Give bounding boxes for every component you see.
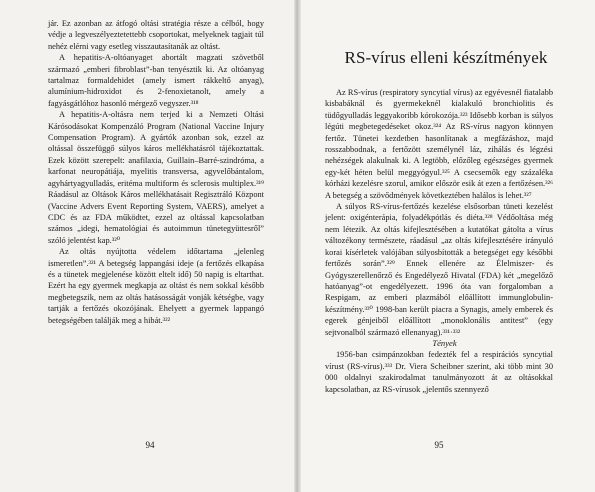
right-page-body	[325, 87, 553, 395]
section-heading: Tények	[432, 337, 457, 348]
right-paragraph: A súlyos RS-vírus-fertőzés kezelése elsősorban tüneti kezelést jelent: oxigénterápia, folyadékpótlás és diéta.³²⁸ Védőoltása még nem létezik. Az oltás kifejlesztésében a kutatókat gátolta a vírus változékony természete, ráadásul „az oltás kifejlesztésére irányuló korai kísérletek valójában súlyosbították a betegséget egy későbbi fertőzés során”.³²⁹ Ennek ellenére az Élelmiszer- és Gyógyszerellenőrző és Engedélyező Hivatal (FDA) két „megelőző hatóanyag”-ot engedélyezett. 1996 óta van forgalomban a Respigam, az emberi plazmából előállított immunglobulin-készítmény.³³⁰ 1998-ban került piacra a Synagis, amely emberek és egerek génjeiből előállított „monoklonális antitest” (egy sejtvonalból származó ellenanyag).³³¹·³³²	[325, 202, 553, 337]
right-page	[297, 0, 595, 492]
left-paragraph: Az oltás nyújtotta védelem időtartama „jelenleg ismeretlen”.³²¹ A betegség lappangási ideje (a fertőzés elkapása és a tünetek megjelenése között eltelt idő) 50 napig is eltarthat. Ezért ha egy gyermek megkapja az oltást és nem sokkal később megbetegszik, nem az oltás hatásosságát vonják kétségbe, vagy tartják a fertőzés okozójának. Ehelyett a gyermek lappangó betegségében találják meg a hibát.³²²	[48, 247, 264, 325]
book-gutter	[294, 0, 301, 492]
left-paragraph: A hepatitis-A-oltóanyaget abortált magzati szövetből származó „emberi fibroblast”-ban tenyésztik ki. Az oltóanyag tartalmaz formaldehidet (amely ismert rákkeltő anyag), alumínium-hidroxidot és 2-fenoxietanolt, amely a fagyásgátlóhoz hasonló mérgező vegyszer.³¹⁸	[48, 53, 264, 108]
left-page	[0, 0, 297, 492]
left-paragraph: A hepatitis-A-oltásra nem terjed ki a Nemzeti Oltási Kárósodásokat Kompenzáló Program (National Vaccine Injury Compensation Program). A gyártók azonban sok, ezzel az oltással összefüggő súlyos káros mellékhatásról tájékoztattak. Ezek között szerepelt: anafilaxia, Guillain–Barré-szindróma, a karfonat neuropátiája, myelitis transversa, agyvelőbántalom, agyhártyagyulladás, eritéma multiform és sclerosis multiplex.³¹⁹ Ráadásul az Oltások Káros mellékhatásait Regisztráló Központ (Vaccine Advers Event Reporting System, VAERS), amelyet a CDC és az FDA működtet, ezzel az oltással kapcsolatban számos „idegi, hematológiai és autoimmun tünetegyüttesről” szóló jelentést kap.³²⁰	[48, 110, 264, 245]
left-paragraph: jár. Ez azonban az átfogó oltási stratégia része a célból, hogy védje a legveszélyeztetettebb csoportokat, melyeknek tagjait túl nehéz elérni vagy esetleg visszautasítanák az oltást.	[48, 19, 264, 51]
right-page-number: 95	[434, 440, 444, 450]
left-page-body	[48, 18, 264, 326]
right-paragraph: Az RS-vírus (respiratory syncytial vírus) az egyévesnél fiatalabb kisbabáknál és gyermekeknél kialakuló bronchiolitis és tüdőgyulladás leggyakoribb kórokozója.³²³ Idősebb korban is súlyos légúti megbetegedéseket okoz.³²⁴ Az RS-vírus nagyon könnyen fertőz. Tünetei kezdetben hasonlítanak a megfázáshoz, majd rosszabbodnak, a fertőzött személynél láz, zihálás és légzési nehézségek alakulnak ki. A legtöbb, előzőleg egészséges gyermek egy-két héten belül meggyógyul.³²⁵ A csecsemők egy százaléka kórházi kezelésre szorul, amikor először esik át ezen a fertőzésen.³²⁶ A betegség a szövődmények következtében halálos is lehet.³²⁷	[325, 88, 553, 200]
right-paragraph: 1956-ban csimpánzokban fedezték fel a respirációs syncytial vírust (RS-vírus).³³³ Dr. Viera Scheibner szerint, aki több mint 30 000 oldalnyi szakirodalmat tanulmányozott át az oltásokkal kapcsolatban, az RS-vírusok „jelentős szennyező	[325, 350, 553, 394]
chapter-title: RS-vírus elleni készítmények	[344, 48, 548, 67]
left-page-number: 94	[145, 440, 155, 450]
